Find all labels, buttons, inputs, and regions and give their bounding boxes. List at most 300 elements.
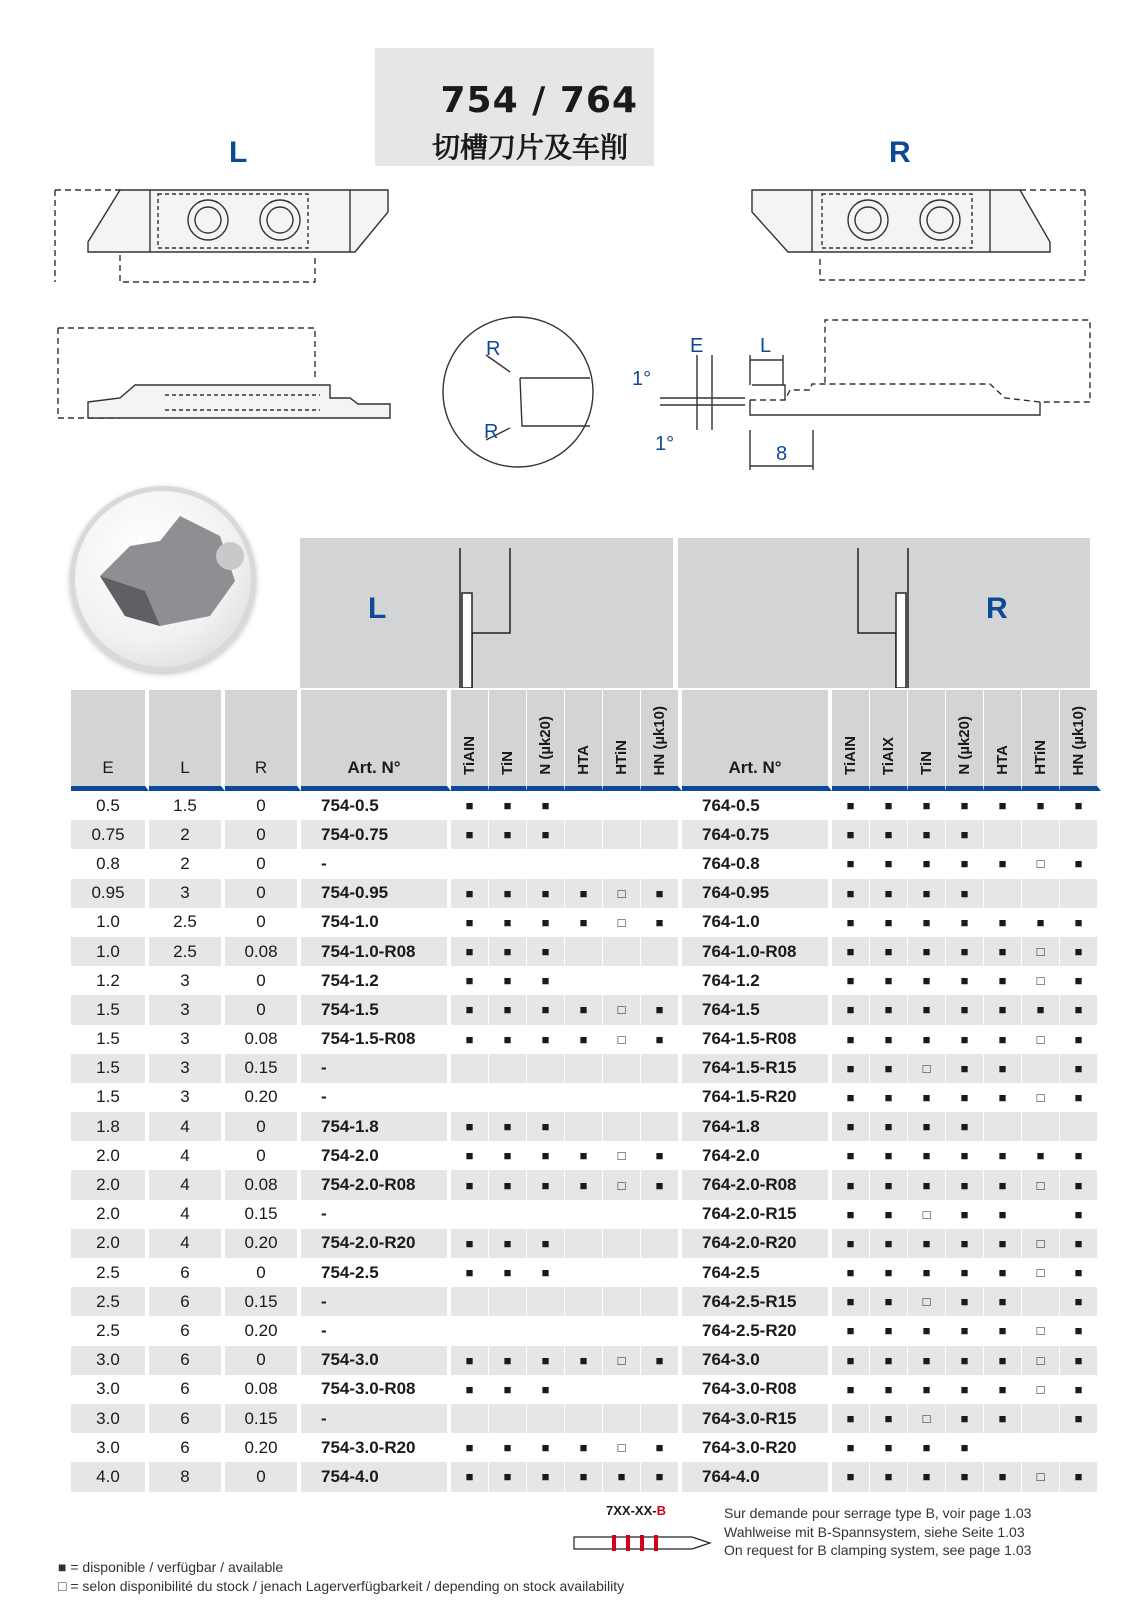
cell-764-coating: □ (1022, 1462, 1060, 1491)
cell-art-754: 754-1.0-R08 (301, 937, 451, 966)
cell-764-coating: ■ (984, 1025, 1022, 1054)
cell-754-coating (641, 1287, 682, 1316)
cell-754-coating (603, 849, 641, 878)
cell-764-coating: ■ (1060, 1287, 1101, 1316)
cell-754-coating (451, 1287, 489, 1316)
cell-754-coating: □ (603, 995, 641, 1024)
cell-764-coating: ■ (870, 820, 908, 849)
table-row (71, 1316, 1101, 1345)
legend-stock: □ = selon disponibilité du stock / jenach Lagerverfügbarkeit / depending on stock availability (58, 1578, 625, 1594)
cell-art-754: - (301, 1287, 451, 1316)
cell-754-coating: ■ (489, 1433, 527, 1462)
cell-764-coating: ■ (908, 908, 946, 937)
cell-754-coating (603, 1112, 641, 1141)
cell-r: 0.08 (225, 1025, 301, 1054)
cell-764-coating: ■ (870, 1287, 908, 1316)
cell-764-coating: ■ (908, 849, 946, 878)
cell-764-coating: ■ (832, 1112, 870, 1141)
cell-764-coating: ■ (1060, 1054, 1101, 1083)
cell-754-coating (527, 1316, 565, 1345)
cell-e: 2.5 (71, 1316, 149, 1345)
right-header-panel (678, 538, 1090, 688)
cell-754-coating (603, 1375, 641, 1404)
cell-art-754: - (301, 1404, 451, 1433)
cell-764-coating: □ (1022, 1316, 1060, 1345)
cell-764-coating: ■ (908, 1025, 946, 1054)
cell-754-coating: ■ (489, 879, 527, 908)
cell-l: 3 (149, 1054, 225, 1083)
cell-l: 2 (149, 820, 225, 849)
cell-754-coating (565, 820, 603, 849)
col-e: E (71, 690, 149, 791)
cell-754-coating (451, 1054, 489, 1083)
cell-art-754: - (301, 849, 451, 878)
cell-764-coating: ■ (1060, 995, 1101, 1024)
cell-764-coating: ■ (832, 908, 870, 937)
cell-art-754: 754-2.0-R08 (301, 1170, 451, 1199)
cell-764-coating: ■ (908, 1229, 946, 1258)
cell-764-coating: ■ (1060, 966, 1101, 995)
cell-764-coating: □ (908, 1054, 946, 1083)
cell-art-764: 764-2.5-R15 (682, 1287, 832, 1316)
cell-764-coating: ■ (870, 966, 908, 995)
cell-l: 3 (149, 995, 225, 1024)
cell-754-coating (603, 820, 641, 849)
cell-r: 0.20 (225, 1316, 301, 1345)
table-row (71, 1346, 1101, 1375)
cell-754-coating (603, 937, 641, 966)
cell-754-coating: ■ (527, 966, 565, 995)
cell-art-754: - (301, 1083, 451, 1112)
cell-r: 0 (225, 1112, 301, 1141)
cell-754-coating (565, 1316, 603, 1345)
cell-754-coating: ■ (641, 1346, 682, 1375)
cell-754-coating (489, 1287, 527, 1316)
cell-e: 3.0 (71, 1346, 149, 1375)
cell-764-coating: ■ (946, 879, 984, 908)
cell-754-coating: ■ (527, 791, 565, 820)
cell-754-coating (527, 1200, 565, 1229)
cell-e: 4.0 (71, 1462, 149, 1491)
cell-754-coating (451, 1083, 489, 1112)
cell-764-coating: ■ (870, 1141, 908, 1170)
cell-764-coating: ■ (832, 937, 870, 966)
cell-764-coating: ■ (984, 995, 1022, 1024)
cell-e: 2.0 (71, 1200, 149, 1229)
cell-764-coating: □ (1022, 1346, 1060, 1375)
cell-754-coating: ■ (451, 1462, 489, 1491)
cell-764-coating: ■ (832, 791, 870, 820)
cell-754-coating: ■ (527, 1433, 565, 1462)
cell-l: 6 (149, 1346, 225, 1375)
table-row (71, 1287, 1101, 1316)
cell-754-coating: ■ (527, 995, 565, 1024)
dimension-sketch (660, 320, 1090, 470)
cell-764-coating: ■ (870, 1200, 908, 1229)
cell-764-coating: ■ (832, 966, 870, 995)
cell-l: 6 (149, 1375, 225, 1404)
cell-754-coating (489, 1054, 527, 1083)
cell-l: 2.5 (149, 908, 225, 937)
cell-754-coating (565, 1054, 603, 1083)
insert-shape (70, 486, 256, 672)
cell-764-coating: ■ (908, 1083, 946, 1112)
cell-r: 0.20 (225, 1083, 301, 1112)
cell-764-coating: ■ (984, 1229, 1022, 1258)
cell-r: 0 (225, 1141, 301, 1170)
cell-e: 1.0 (71, 937, 149, 966)
cell-764-coating: ■ (870, 879, 908, 908)
cell-art-764: 764-1.0-R08 (682, 937, 832, 966)
col-764-hn: HN (µk10) (1060, 690, 1101, 791)
cell-art-754: 754-0.75 (301, 820, 451, 849)
cell-764-coating: ■ (908, 937, 946, 966)
cell-754-coating: ■ (565, 1141, 603, 1170)
table-row (71, 1229, 1101, 1258)
cell-art-764: 764-1.2 (682, 966, 832, 995)
cell-754-coating (603, 791, 641, 820)
cell-764-coating: ■ (946, 966, 984, 995)
radius-label-top: R (486, 338, 501, 360)
cell-764-coating: ■ (946, 995, 984, 1024)
cell-754-coating: ■ (451, 966, 489, 995)
table-row (71, 1200, 1101, 1229)
cell-l: 6 (149, 1258, 225, 1287)
cell-754-coating (565, 1258, 603, 1287)
angle-label-bottom: 1° (655, 433, 675, 455)
col-754-htin: HTiN (603, 690, 641, 791)
table-row (71, 879, 1101, 908)
cell-764-coating (1022, 1200, 1060, 1229)
cell-r: 0 (225, 820, 301, 849)
cell-754-coating (603, 1404, 641, 1433)
cell-art-754: 754-3.0-R08 (301, 1375, 451, 1404)
cell-764-coating: ■ (832, 995, 870, 1024)
cell-r: 0.08 (225, 1170, 301, 1199)
cell-754-coating: ■ (527, 1025, 565, 1054)
cell-r: 0.08 (225, 937, 301, 966)
title-subtitle: 切槽刀片及车削 (431, 131, 628, 164)
cell-764-coating (984, 820, 1022, 849)
cell-l: 6 (149, 1316, 225, 1345)
cell-art-764: 764-2.0 (682, 1141, 832, 1170)
dim-l-label: L (760, 335, 772, 357)
cell-art-764: 764-4.0 (682, 1462, 832, 1491)
cell-754-coating: ■ (527, 1229, 565, 1258)
cell-e: 2.0 (71, 1141, 149, 1170)
col-754-hta: HTA (565, 690, 603, 791)
col-l: L (149, 690, 225, 791)
cell-764-coating: ■ (908, 791, 946, 820)
right-table-label: R (986, 592, 1008, 625)
cell-754-coating: ■ (641, 879, 682, 908)
table-body (71, 791, 1101, 1492)
cell-764-coating: ■ (908, 820, 946, 849)
col-r: R (225, 690, 301, 791)
cell-764-coating (1022, 1433, 1060, 1462)
cell-754-coating: ■ (451, 1375, 489, 1404)
cell-754-coating: ■ (489, 908, 527, 937)
cell-764-coating (1022, 1054, 1060, 1083)
cell-764-coating: ■ (1060, 1404, 1101, 1433)
cell-754-coating: □ (603, 1346, 641, 1375)
right-side-label: R (889, 136, 911, 169)
cell-764-coating: ■ (984, 1083, 1022, 1112)
table-row (71, 820, 1101, 849)
left-insert-side-view (58, 328, 390, 418)
cell-r: 0.20 (225, 1433, 301, 1462)
cell-754-coating (641, 1112, 682, 1141)
cell-764-coating: ■ (870, 849, 908, 878)
cell-764-coating: ■ (1060, 1346, 1101, 1375)
cell-754-coating (641, 937, 682, 966)
cell-754-coating: ■ (527, 820, 565, 849)
cell-754-coating: ■ (641, 1170, 682, 1199)
cell-l: 4 (149, 1200, 225, 1229)
cell-764-coating: ■ (946, 1054, 984, 1083)
cell-art-754: 754-4.0 (301, 1462, 451, 1491)
cell-art-754: 754-2.0-R20 (301, 1229, 451, 1258)
cell-754-coating (603, 1083, 641, 1112)
cell-l: 2.5 (149, 937, 225, 966)
cell-764-coating: ■ (832, 1316, 870, 1345)
cell-764-coating: ■ (832, 820, 870, 849)
cell-764-coating: ■ (984, 1054, 1022, 1083)
cell-754-coating (641, 820, 682, 849)
cell-764-coating: ■ (946, 849, 984, 878)
cell-754-coating (565, 1083, 603, 1112)
cell-e: 1.5 (71, 1025, 149, 1054)
cell-764-coating: ■ (908, 1258, 946, 1287)
cell-r: 0.15 (225, 1054, 301, 1083)
cell-754-coating: ■ (489, 1462, 527, 1491)
cell-754-coating: ■ (603, 1462, 641, 1491)
cell-art-764: 764-3.0-R20 (682, 1433, 832, 1462)
cell-764-coating: □ (908, 1404, 946, 1433)
cell-art-764: 764-2.5-R20 (682, 1316, 832, 1345)
cell-754-coating (527, 1054, 565, 1083)
cell-764-coating (1022, 1112, 1060, 1141)
cell-764-coating: ■ (1060, 791, 1101, 820)
cell-754-coating: ■ (451, 1258, 489, 1287)
cell-764-coating: ■ (832, 1200, 870, 1229)
cell-l: 6 (149, 1433, 225, 1462)
cell-764-coating: □ (908, 1287, 946, 1316)
cell-754-coating: ■ (527, 1462, 565, 1491)
cell-art-764: 764-3.0-R08 (682, 1375, 832, 1404)
cell-754-coating: □ (603, 1170, 641, 1199)
cell-764-coating: □ (1022, 966, 1060, 995)
cell-754-coating (489, 1404, 527, 1433)
cell-r: 0.15 (225, 1200, 301, 1229)
cell-754-coating: ■ (641, 1025, 682, 1054)
col-764-tin: TiN (908, 690, 946, 791)
cell-764-coating: ■ (946, 1200, 984, 1229)
cell-e: 3.0 (71, 1404, 149, 1433)
cell-754-coating: ■ (451, 937, 489, 966)
col-764-n: N (µk20) (946, 690, 984, 791)
cell-l: 4 (149, 1170, 225, 1199)
cell-764-coating: ■ (908, 1375, 946, 1404)
cell-l: 6 (149, 1404, 225, 1433)
cell-764-coating: ■ (870, 937, 908, 966)
cell-764-coating: ■ (870, 1433, 908, 1462)
cell-764-coating: ■ (870, 1346, 908, 1375)
cell-754-coating: ■ (489, 1375, 527, 1404)
cell-754-coating: ■ (489, 1025, 527, 1054)
cell-754-coating (641, 849, 682, 878)
cell-754-coating (641, 1258, 682, 1287)
cell-764-coating: ■ (984, 1287, 1022, 1316)
cell-764-coating (1060, 1433, 1101, 1462)
cell-754-coating: ■ (527, 937, 565, 966)
table-row (71, 849, 1101, 878)
cell-754-coating: ■ (641, 1141, 682, 1170)
cell-art-764: 764-2.5 (682, 1258, 832, 1287)
cell-764-coating: ■ (984, 908, 1022, 937)
cell-754-coating: ■ (451, 879, 489, 908)
cell-764-coating (1022, 1404, 1060, 1433)
cell-754-coating (641, 1229, 682, 1258)
cell-754-coating: ■ (641, 908, 682, 937)
cell-art-754: 754-3.0 (301, 1346, 451, 1375)
cell-754-coating: ■ (527, 1112, 565, 1141)
cell-art-754: 754-1.0 (301, 908, 451, 937)
cell-754-coating: ■ (641, 995, 682, 1024)
left-table-label: L (368, 592, 387, 625)
cell-art-764: 764-1.8 (682, 1112, 832, 1141)
cell-754-coating (641, 1404, 682, 1433)
cell-e: 1.8 (71, 1112, 149, 1141)
cell-764-coating: □ (1022, 849, 1060, 878)
cell-e: 1.0 (71, 908, 149, 937)
cell-r: 0 (225, 849, 301, 878)
cell-764-coating: ■ (832, 1346, 870, 1375)
cell-r: 0.20 (225, 1229, 301, 1258)
angle-label-top: 1° (632, 368, 652, 390)
cell-754-coating: ■ (451, 791, 489, 820)
cell-art-754: 754-1.2 (301, 966, 451, 995)
cell-764-coating: ■ (946, 1316, 984, 1345)
table-row (71, 1025, 1101, 1054)
cell-754-coating (565, 1375, 603, 1404)
cell-754-coating (603, 1200, 641, 1229)
cell-764-coating: ■ (946, 1462, 984, 1491)
cell-754-coating: ■ (489, 995, 527, 1024)
insert-photo (70, 486, 256, 672)
cell-r: 0 (225, 1346, 301, 1375)
cell-art-764: 764-2.0-R20 (682, 1229, 832, 1258)
cell-764-coating: □ (1022, 937, 1060, 966)
cell-764-coating (984, 1112, 1022, 1141)
cell-764-coating: ■ (984, 937, 1022, 966)
cell-art-764: 764-0.8 (682, 849, 832, 878)
cell-764-coating: ■ (870, 995, 908, 1024)
cell-754-coating: ■ (489, 966, 527, 995)
cell-art-754: 754-0.5 (301, 791, 451, 820)
table-row (71, 1433, 1101, 1462)
cell-754-coating: □ (603, 879, 641, 908)
cell-764-coating: ■ (908, 1112, 946, 1141)
legend-available: ■ = disponible / verfügbar / available (58, 1559, 284, 1575)
cell-l: 4 (149, 1141, 225, 1170)
cell-art-764: 764-0.75 (682, 820, 832, 849)
table-row (71, 1054, 1101, 1083)
cell-754-coating: ■ (565, 1170, 603, 1199)
cell-art-754: 754-2.5 (301, 1258, 451, 1287)
cell-764-coating: ■ (870, 1375, 908, 1404)
cell-764-coating: ■ (946, 1404, 984, 1433)
cell-754-coating (527, 1404, 565, 1433)
cell-764-coating: ■ (946, 1258, 984, 1287)
b-clamping-code (606, 1503, 666, 1518)
cell-754-coating: ■ (451, 908, 489, 937)
cell-art-754: 754-1.5-R08 (301, 1025, 451, 1054)
cell-e: 0.95 (71, 879, 149, 908)
cell-754-coating (489, 1316, 527, 1345)
cell-764-coating (984, 1433, 1022, 1462)
b-clamping-sketch (572, 1533, 712, 1555)
cell-r: 0.15 (225, 1404, 301, 1433)
cell-764-coating: ■ (984, 1462, 1022, 1491)
table-row (71, 995, 1101, 1024)
cell-art-764: 764-3.0 (682, 1346, 832, 1375)
col-764-htin: HTiN (1022, 690, 1060, 791)
cell-art-754: - (301, 1316, 451, 1345)
col-754-n: N (µk20) (527, 690, 565, 791)
b-code-suffix: B (656, 1503, 666, 1518)
cell-754-coating (565, 1229, 603, 1258)
cell-764-coating: □ (1022, 1083, 1060, 1112)
cell-764-coating: ■ (832, 1054, 870, 1083)
cell-e: 3.0 (71, 1375, 149, 1404)
table-row (71, 908, 1101, 937)
cell-764-coating: ■ (908, 1170, 946, 1199)
cell-764-coating: ■ (1060, 1141, 1101, 1170)
cell-754-coating (451, 1316, 489, 1345)
cell-754-coating (641, 1375, 682, 1404)
cell-764-coating: ■ (1060, 1170, 1101, 1199)
table-row (71, 1170, 1101, 1199)
radius-detail (443, 317, 593, 467)
cell-764-coating: ■ (946, 791, 984, 820)
cell-754-coating (565, 1404, 603, 1433)
left-side-label: L (229, 136, 248, 169)
cell-art-754: 754-3.0-R20 (301, 1433, 451, 1462)
cell-754-coating: ■ (527, 1375, 565, 1404)
col-754-tialn: TiAIN (451, 690, 489, 791)
cell-754-coating (527, 1083, 565, 1112)
technical-drawings (0, 0, 1145, 490)
cell-754-coating (603, 1287, 641, 1316)
title-code: 754 / 764 (440, 80, 638, 121)
cell-764-coating: ■ (1060, 1083, 1101, 1112)
cell-e: 2.5 (71, 1287, 149, 1316)
cell-764-coating (1022, 879, 1060, 908)
cell-764-coating (1022, 820, 1060, 849)
cell-l: 6 (149, 1287, 225, 1316)
col-754-hn: HN (µk10) (641, 690, 682, 791)
table-row (71, 1404, 1101, 1433)
cell-754-coating: ■ (489, 1112, 527, 1141)
col-764-tialn: TiAIN (832, 690, 870, 791)
cell-l: 4 (149, 1229, 225, 1258)
b-note-fr: Sur demande pour serrage type B, voir page 1.03 (724, 1505, 1032, 1521)
b-note-en: On request for B clamping system, see page 1.03 (724, 1542, 1032, 1558)
cell-l: 3 (149, 1025, 225, 1054)
cell-art-764: 764-3.0-R15 (682, 1404, 832, 1433)
cell-764-coating (1060, 820, 1101, 849)
